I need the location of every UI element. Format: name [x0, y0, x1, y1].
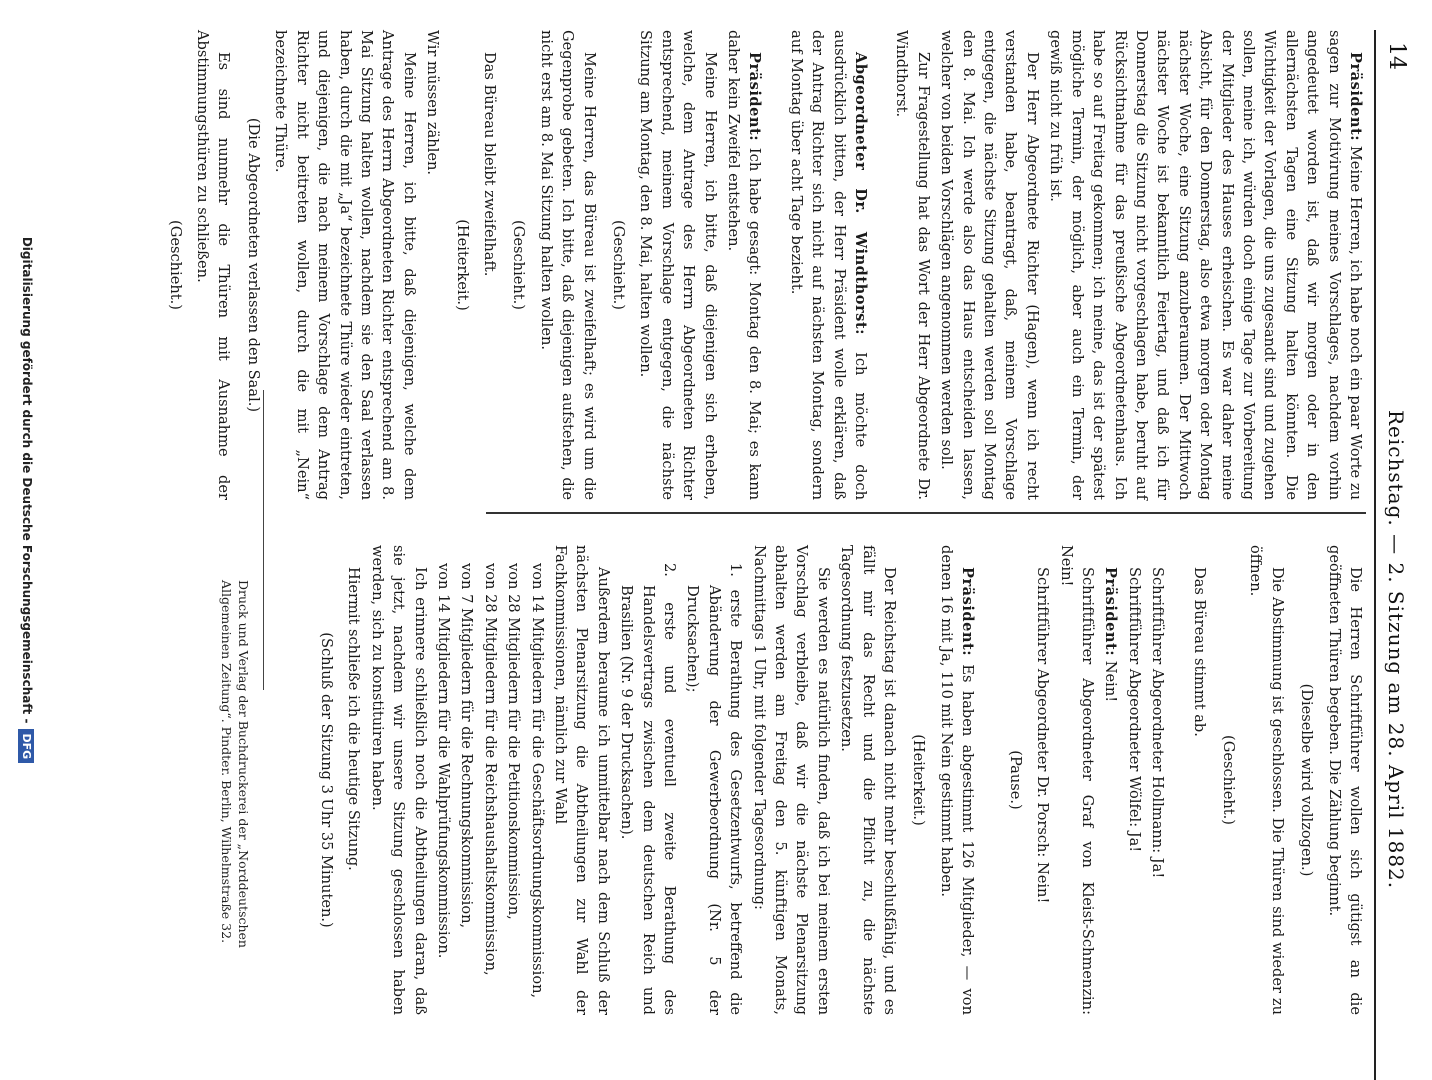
paragraph: [1100, 545, 1121, 1015]
paragraph: [836, 545, 900, 1015]
paragraph-text: Zur Fragestellung hat das Wort der Herr Abgeordnete Dr. Windthorst.: [893, 30, 932, 500]
paragraph: [535, 30, 599, 500]
paragraph: [1188, 545, 1209, 1015]
digitization-text: Digitalisierung gefördert durch die Deutsche Forschungsgemeinschaft -: [20, 236, 34, 724]
agenda-item: von 28 Mitgliedern für die Reichshaushaltskommission,: [481, 563, 499, 976]
speaker-name: Präsident:: [1102, 567, 1120, 657]
paragraph: [550, 545, 614, 1015]
paragraph-text: Das Büreau stimmt ab.: [1190, 567, 1208, 737]
paragraph: [748, 545, 834, 1015]
paragraph: [1055, 545, 1098, 1015]
paragraph: [785, 30, 871, 500]
imprint-note: Druck und Verlag der Buchdruckerei der „Norddeutschen Allgemeinen Zeitung“. Pindter. Berlin, Wilhelmstraße 32.: [219, 580, 251, 948]
speaker-name: Präsident:: [746, 52, 764, 142]
paragraph-text: Ich möchte doch ausdrücklich bitten, der Herr Präsident wolle erklären, daß der Antrag Richter sich nicht auf nächsten Montag, sondern auf Montag über acht Tage bezieht.: [787, 30, 870, 500]
stage-direction: (Heiterkeit.): [910, 734, 928, 826]
stage-direction: (Heiterkeit.): [453, 219, 471, 311]
paragraph: [366, 545, 430, 1015]
paragraph-text: Das Büreau bleibt zweifelhaft.: [480, 52, 498, 277]
paragraph-text: Der Reichstag ist danach nicht mehr beschlußfähig, und es fällt mir das Recht und die Pflicht zu, die nächste Tagesordnung festzusetzen.: [838, 545, 899, 1015]
paragraph-text: Wir müssen zählen.: [424, 30, 442, 176]
speaker-name: Präsident:: [959, 567, 977, 657]
paragraph-gap: [765, 30, 783, 500]
paragraph: [270, 30, 420, 500]
paragraph-gap: [1168, 545, 1186, 1015]
paragraph: [479, 30, 500, 500]
paragraph-text: Schriftführer Abgeordneter Dr. Porsch: Nein!: [1034, 567, 1052, 904]
paragraph-text: Die Herren Schriftführer wollen sich gütigst an die geöffneten Thüren begeben. Die Zählung beginnt.: [1325, 545, 1364, 1015]
header-rule: [1374, 30, 1376, 1080]
agenda-item: von 7 Mitgliedern für die Rechnungskommission,: [458, 563, 476, 929]
paragraph-text: Meine Herren, ich bitte, daß diejenigen sich erheben, welche, dem Antrage des Herrn Abgeordneten Richter entsprechend, meinem Vorschlage entgegen, die nächste Sitzung am Montag, den 8. Mai, halten wollen.: [637, 30, 719, 500]
paragraph-text: Nein!: [1102, 656, 1120, 703]
paragraph: [936, 545, 979, 1015]
paragraph: [1245, 545, 1288, 1015]
speaker-name: Präsident:: [1347, 52, 1364, 142]
paragraph: [192, 30, 235, 500]
page-header: [1370, 30, 1422, 1070]
speaker-name: Abgeordneter Dr. Windthorst:: [852, 52, 870, 335]
paragraph-text: Meine Herren, ich habe noch ein paar Worte zu sagen zur Motivirung meines Vorschlages, nachdem vorhin angedeutet worden ist, daß wir morgen oder in den allernächsten Tagen eine Sitzung halten könnten. Die Wichtigkeit der Vorlagen, die uns zugesandt sind und zugehen sollen, meine ich, würden doch einige Tage zur Vorbereitung der Mitglieder des Hauses erheischen. Es war daher meine Absicht, für den Donnerstag, also etwa morgen oder Montag nächster Woche, eine Sitzung anzuberaumen. Der Mittwoch nächster Woche ist bekanntlich Feiertag, und daß ich für Donnerstag die Sitzung nicht vorgeschlagen habe, beruht auf Rücksichtnahme für das preußische Abgeordnetenhaus. Ich habe so auf Freitag gekommen; ich meine, das ist der spätest mögliche Termin, der möglich, aber auch ein Termin, der gewiß nicht zu früh ist.: [1047, 30, 1364, 500]
paragraph: [723, 30, 766, 500]
stage-direction: (Die Abgeordneten verlassen den Saal.): [244, 117, 262, 413]
paragraph: [1045, 30, 1366, 500]
paragraph-text: Die Abstimmung ist geschlossen. Die Thüren sind wieder zu öffnen.: [1247, 545, 1286, 1015]
paragraph-text: Meine Herren, ich bitte, daß diejenigen, welche dem Antrage des Herrn Abgeordneten Richter entsprechend am 8. Mai Sitzung halten wollen, nachdem sie den Saal verlassen haben, durch die mit „Ja“ bezeichnete Thüre wieder eintreten, und diejenigen, die nach meinem Vorschlage dem Antrag Richter nicht beitreten wollen, durch die mit „Nein“ bezeichnete Thüre.: [272, 30, 418, 500]
stage-direction: (Pause.): [1006, 750, 1024, 810]
paragraph-text: Schriftführer Abgeordneter Graf von Kleist-Schmenzin: Nein!: [1057, 545, 1096, 1015]
paragraph-text: Sie werden es natürlich finden, daß ich bei meinem ersten Vorschlag verbleibe, daß wir die nächste Plenarsitzung abhalten werden am Freitag den 5. künftigen Monats, Nachmittags 1 Uhr, mit folgender Tagesordnung:: [750, 545, 832, 1015]
stage-direction: (Schluß der Sitzung 3 Uhr 35 Minuten.): [317, 632, 335, 928]
paragraph-gap: [978, 545, 996, 1015]
paragraph-text: Schriftführer Abgeordneter Wölfel: Ja!: [1125, 567, 1143, 853]
agenda-item: 1. erste Berathung des Gesetzentwurfs, betreffend die Abänderung der Gewerbeordnung (Nr. 5 der Drucksachen);: [684, 563, 745, 1015]
stage-direction: (Geschieht.): [610, 220, 627, 310]
agenda-item: von 28 Mitgliedern für die Petitionskommission,: [505, 563, 523, 920]
page-number: 14: [1384, 42, 1409, 70]
paragraph-text: Ich habe gesagt: Montag den 8. Mai; es kann daher kein Zweifel entstehen.: [725, 30, 764, 500]
dfg-logo: DFG: [18, 729, 34, 763]
paragraph-text: Hiermit schließe ich die heutige Sitzung.: [345, 567, 363, 871]
agenda-item: 2. erste und eventuell zweite Berathung des Handelsvertrags zwischen dem deutschen Reich und Brasilien (Nr. 9 der Drucksachen).: [618, 563, 679, 1015]
paragraph: [1032, 545, 1053, 1015]
paragraph-text: Es sind nunmehr die Thüren mit Ausnahme der Abstimmungsthüren zu schließen.: [194, 30, 233, 500]
paragraph: [936, 30, 1043, 500]
imprint-rule: [263, 390, 264, 690]
paragraph: [891, 30, 934, 500]
stage-direction: (Geschieht.): [1219, 735, 1237, 825]
column-separator: [486, 512, 1366, 514]
paragraph: [635, 30, 721, 500]
paragraph-text: Schriftführer Abgeordneter Hollmann: Ja!: [1149, 567, 1167, 879]
paragraph-gap: [871, 30, 889, 500]
agenda-item: von 14 Mitgliedern für die Wahlprüfungskommission.: [434, 563, 452, 959]
paragraph: [422, 30, 443, 500]
agenda-item: von 14 Mitgliedern für die Geschäftsordnungskommission,: [528, 563, 546, 999]
stage-direction: (Geschieht.): [166, 220, 184, 310]
stage-direction: (Dieselbe wird vollzogen.): [1298, 683, 1316, 877]
paragraph: [1147, 545, 1168, 1015]
paragraph-text: Der Herr Abgeordnete Richter (Hagen), wenn ich recht verstanden habe, beantragt, daß, meinem Vorschlage entgegen, die nächste Sitzung gehalten werden soll Montag den 8. Mai. Ich werde also das Haus entscheiden lassen, welcher von beiden Vorschlägen angenommen werden soll.: [938, 30, 1041, 500]
stage-direction: (Geschieht.): [510, 220, 528, 310]
paragraph-text: Außerdem beraume ich unmittelbar nach dem Schluß der nächsten Plenarsitzung die Abtheilungen zur Wahl der Fachkommissionen, nämlich zur Wahl: [552, 545, 612, 1015]
paragraph: [1323, 545, 1366, 1015]
paragraph-text: Ich erinnere schließlich noch die Abtheilungen daran, daß sie jetzt, nachdem wir unsere Sitzung geschlossen haben werden, sich zu konstituiren haben.: [368, 545, 429, 1015]
right-text-column: [308, 545, 1366, 1015]
running-title: Reichstag. — 2. Sitzung am 28. April 1882.: [1384, 410, 1408, 890]
paragraph-text: Es haben abgestimmt 126 Mitglieder, — von denen 16 mit Ja, 110 mit Nein gestimmt haben.: [937, 545, 977, 1015]
digitization-credit: [16, 0, 38, 1000]
paragraph-text: Meine Herren, das Büreau ist zweifelhaft; es wird um die Gegenprobe gebeten. Ich bitte, daß diejenigen aufstehen, die nicht erst am 8. Mai Sitzung halten wollen.: [537, 30, 598, 500]
paragraph: [343, 545, 364, 1015]
paragraph: [1123, 545, 1144, 1015]
left-text-column: [156, 30, 1366, 500]
